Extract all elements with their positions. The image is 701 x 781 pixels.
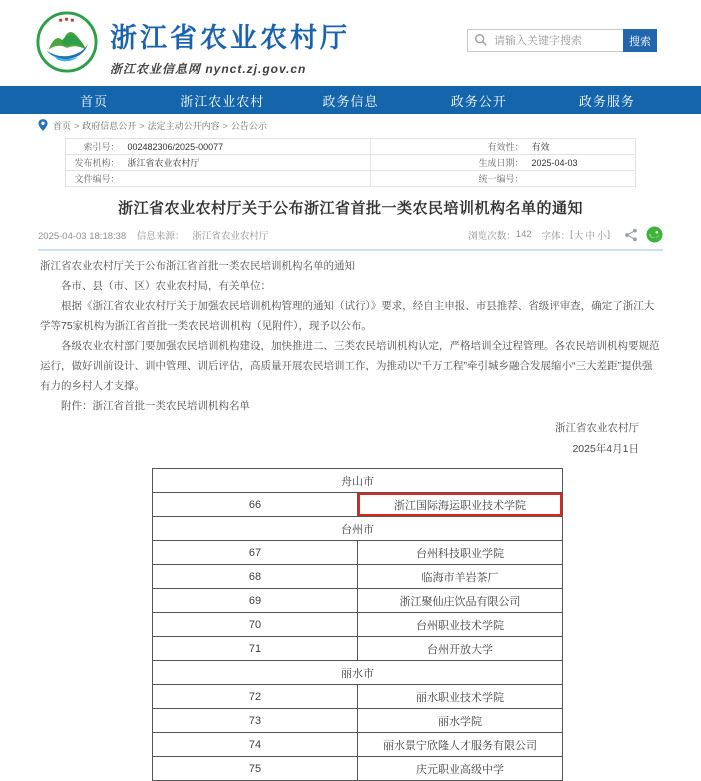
breadcrumb-link[interactable]: 法定主动公开内容 [147,120,220,131]
share-icon[interactable] [624,228,638,242]
table-row [153,733,563,757]
nav-item-1[interactable]: 浙江农业农村 [180,93,265,109]
search-input[interactable] [467,29,623,52]
meta-label: 有效性： [371,139,528,155]
signature-date: 2025年4月1日 [572,443,639,455]
font-size-option[interactable]: 小 [596,230,607,242]
table-row [153,757,563,781]
institution-cell: 丽水职业技术学院 [358,685,563,709]
row-number-cell: 72 [153,685,358,709]
table-row [153,613,563,637]
city-group-cell: 台州市 [153,517,563,541]
city-group-cell: 丽水市 [153,661,563,685]
site-header [0,0,701,86]
breadcrumb-link[interactable]: 政府信息公开 [82,120,137,131]
meta-row [66,171,636,187]
row-number-cell: 71 [153,637,358,661]
training-institutions-table [152,468,563,781]
views-count: 142 [515,229,532,240]
meta-label: 文件编号： [66,171,124,187]
meta-label: 发布机构： [66,155,124,171]
article-paragraph: 附件：浙江省首批一类农民培训机构名单 [61,400,250,412]
site-logo-icon [36,11,98,73]
meta-label: 生成日期： [371,155,528,171]
row-number-cell: 68 [153,565,358,589]
table-row [153,565,563,589]
article-paragraph: 根据《浙江省农业农村厅关于加强农民培训机构管理的通知（试行）》要求，经自主申报、市县推荐、省级评审查，确定了浙江大学等75家机构为浙江省首批一类农民培训机构（见附件），现予以公布。 [40,300,655,332]
font-bracket: [ [570,229,573,240]
breadcrumb-separator: > [139,120,145,131]
page-title: 浙江省农业农村厅关于公布浙江省首批一类农民培训机构名单的通知 [117,200,583,217]
meta-value-publisher: 浙江省农业农村厅 [124,155,371,171]
breadcrumb-separator: > [74,120,80,131]
breadcrumb-trail [53,119,267,132]
row-number-cell: 70 [153,613,358,637]
meta-row [66,139,636,155]
breadcrumb-separator: > [222,120,228,131]
nav-item-4[interactable]: 政务服务 [578,93,635,109]
document-meta-table [65,138,636,187]
main-nav [0,86,701,114]
signature-org: 浙江省农业农村厅 [555,422,639,434]
font-size-option[interactable]: 大 [573,230,584,242]
meta-value-date: 2025-04-03 [528,155,636,171]
brand-block [110,16,350,77]
institution-cell: 浙江聚仙庄饮品有限公司 [358,589,563,613]
nav-item-2[interactable]: 政务信息 [322,93,379,109]
breadcrumb-link[interactable]: 公告公示 [230,120,267,131]
article-paragraph: 浙江省农业农村厅关于公布浙江省首批一类农民培训机构名单的通知 [40,260,355,272]
views-label: 浏览次数： [468,230,516,242]
table-row [153,661,563,685]
breadcrumb [0,114,701,136]
institution-cell: 台州职业技术学院 [358,613,563,637]
row-number-cell: 69 [153,589,358,613]
table-row [153,541,563,565]
breadcrumb-link[interactable]: 首页 [53,120,72,131]
row-number-cell: 66 [153,493,358,517]
table-row [153,469,563,493]
table-row [153,493,563,517]
font-size-label: 字体： [541,230,571,242]
search-icon [474,33,488,47]
meta-value-index-number: 002482306/2025-00077 [124,139,371,155]
nav-item-0[interactable]: 首页 [80,93,109,109]
institution-cell: 丽水景宁欣隆人才服务有限公司 [358,733,563,757]
meta-value-unified-number [528,171,636,187]
row-number-cell: 73 [153,709,358,733]
source-label: 信息来源： [136,230,185,242]
article-paragraph: 各级农业农村部门要加强农民培训机构建设，加快推进二、三类农民培训机构认定，严格培训全过程管理。各农民培训机构要规范运行，做好训前设计、训中管理、训后评估，高质量开展农民培训工作，为推动以“千万工程”牵引城乡融合发展缩小“三大差距”提供强有力的乡村人才支撑。 [40,340,660,392]
search-box [467,29,623,52]
table-row [153,685,563,709]
article-info-left [38,228,276,242]
nav-item-3[interactable]: 政务公开 [450,93,507,109]
source-value: 浙江省农业农村厅 [192,230,269,242]
font-bracket: ] [607,229,610,240]
city-group-cell: 舟山市 [153,469,563,493]
location-pin-icon [38,119,48,131]
meta-label: 索引号： [66,139,124,155]
institution-cell: 台州科技职业学院 [358,541,563,565]
article-info-row [38,226,663,243]
section-divider [38,249,663,251]
site-subtitle: 浙江农业信息网 nynct.zj.gov.cn [110,62,307,76]
table-row [153,709,563,733]
site-title: 浙江省农业农村厅 [110,23,350,53]
meta-value-validity: 有效 [528,139,636,155]
institution-cell-highlighted: 浙江国际海运职业技术学院 [358,493,563,517]
table-row [153,589,563,613]
font-size-options [573,228,608,242]
article-paragraph: 各市、县（市、区）农业农村局，有关单位： [61,280,271,292]
article-body [40,256,661,416]
publish-time: 2025-04-03 18:18:38 [38,230,127,242]
institution-cell: 丽水学院 [358,709,563,733]
institution-cell: 庆元职业高级中学 [358,757,563,781]
wechat-share-icon[interactable] [646,226,663,243]
meta-row [66,155,636,171]
table-row [153,517,563,541]
institution-cell: 临海市羊岩茶厂 [358,565,563,589]
row-number-cell: 74 [153,733,358,757]
article-info-right [458,226,663,243]
search-area [467,29,657,52]
meta-label: 统一编号： [371,171,528,187]
row-number-cell: 75 [153,757,358,781]
row-number-cell: 67 [153,541,358,565]
search-button[interactable]: 搜索 [623,29,657,52]
font-size-option[interactable]: 中 [585,230,595,242]
table-row [153,637,563,661]
meta-value-file-number [124,171,371,187]
signature-block [0,418,639,460]
institution-cell: 台州开放大学 [358,637,563,661]
